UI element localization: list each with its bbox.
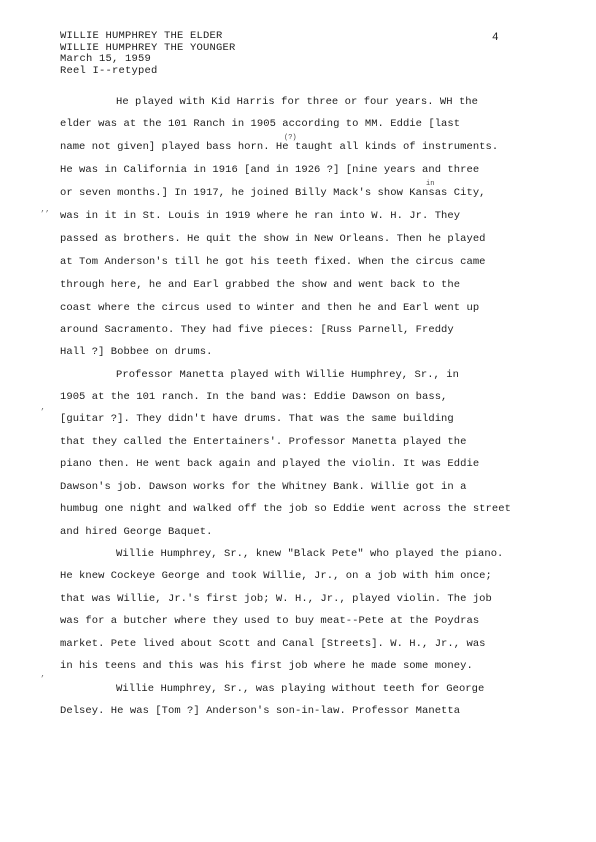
document-header [60,31,236,77]
body-line: Dawson's job. Dawson works for the Whitney Bank. Willie got in a [60,481,467,493]
body-line: Willie Humphrey, Sr., was playing without teeth for George [116,683,485,695]
body-line: around Sacramento. They had five pieces: [Russ Parnell, Freddy [60,324,454,336]
body-line: elder was at the 101 Ranch in 1905 according to MM. Eddie [last [60,118,461,130]
body-line: at Tom Anderson's till he got his teeth fixed. When the circus came [60,256,486,268]
handwritten-annotation: in [426,180,435,188]
body-line: through here, he and Earl grabbed the show and went back to the [60,279,461,291]
margin-mark: ’’ [40,210,50,219]
body-line: piano then. He went back again and played the violin. It was Eddie [60,458,480,470]
body-line: name not given] played bass horn. He taught all kinds of instruments. [60,141,499,153]
body-line: Delsey. He was [Tom ?] Anderson's son-in-law. Professor Manetta [60,705,461,717]
body-line: that was Willie, Jr.'s first job; W. H., Jr., played violin. The job [60,593,492,605]
body-line: and hired George Baquet. [60,526,213,538]
page-number: 4 [492,32,499,44]
header-line-1: WILLIE HUMPHREY THE ELDER [60,30,223,42]
body-line: that they called the Entertainers'. Professor Manetta played the [60,436,467,448]
handwritten-annotation: (?) [284,134,297,142]
body-line: humbug one night and walked off the job so Eddie went across the street [60,503,511,515]
body-line: coast where the circus used to winter and then he and Earl went up [60,302,480,314]
margin-mark: ’ [40,408,45,417]
header-line-3: March 15, 1959 [60,53,152,65]
body-line: [guitar ?]. They didn't have drums. That was the same building [60,413,454,425]
header-line-2: WILLIE HUMPHREY THE YOUNGER [60,41,236,54]
body-line: or seven months.] In 1917, he joined Billy Mack's show Kansas City, [60,187,486,199]
body-line: was for a butcher where they used to buy meat--Pete at the Poydras [60,615,480,627]
body-line: was in it in St. Louis in 1919 where he ran into W. H. Jr. They [60,210,461,222]
body-line: He was in California in 1916 [and in 1926 ?] [nine years and three [60,164,480,176]
body-line: Professor Manetta played with Willie Humphrey, Sr., in [116,369,459,381]
margin-mark: ’ [40,675,45,684]
header-line-4: Reel I--retyped [60,64,158,77]
body-line: He knew Cockeye George and took Willie, Jr., on a job with him once; [60,570,492,582]
body-line: passed as brothers. He quit the show in New Orleans. Then he played [60,233,486,245]
body-line: Hall ?] Bobbee on drums. [60,346,213,358]
body-line: market. Pete lived about Scott and Canal [Streets]. W. H., Jr., was [60,638,486,650]
body-line: in his teens and this was his first job where he made some money. [60,660,473,672]
body-line: 1905 at the 101 ranch. In the band was: Eddie Dawson on bass, [60,391,448,403]
body-line: He played with Kid Harris for three or four years. WH the [116,96,479,108]
body-line: Willie Humphrey, Sr., knew "Black Pete" who played the piano. [116,548,504,560]
